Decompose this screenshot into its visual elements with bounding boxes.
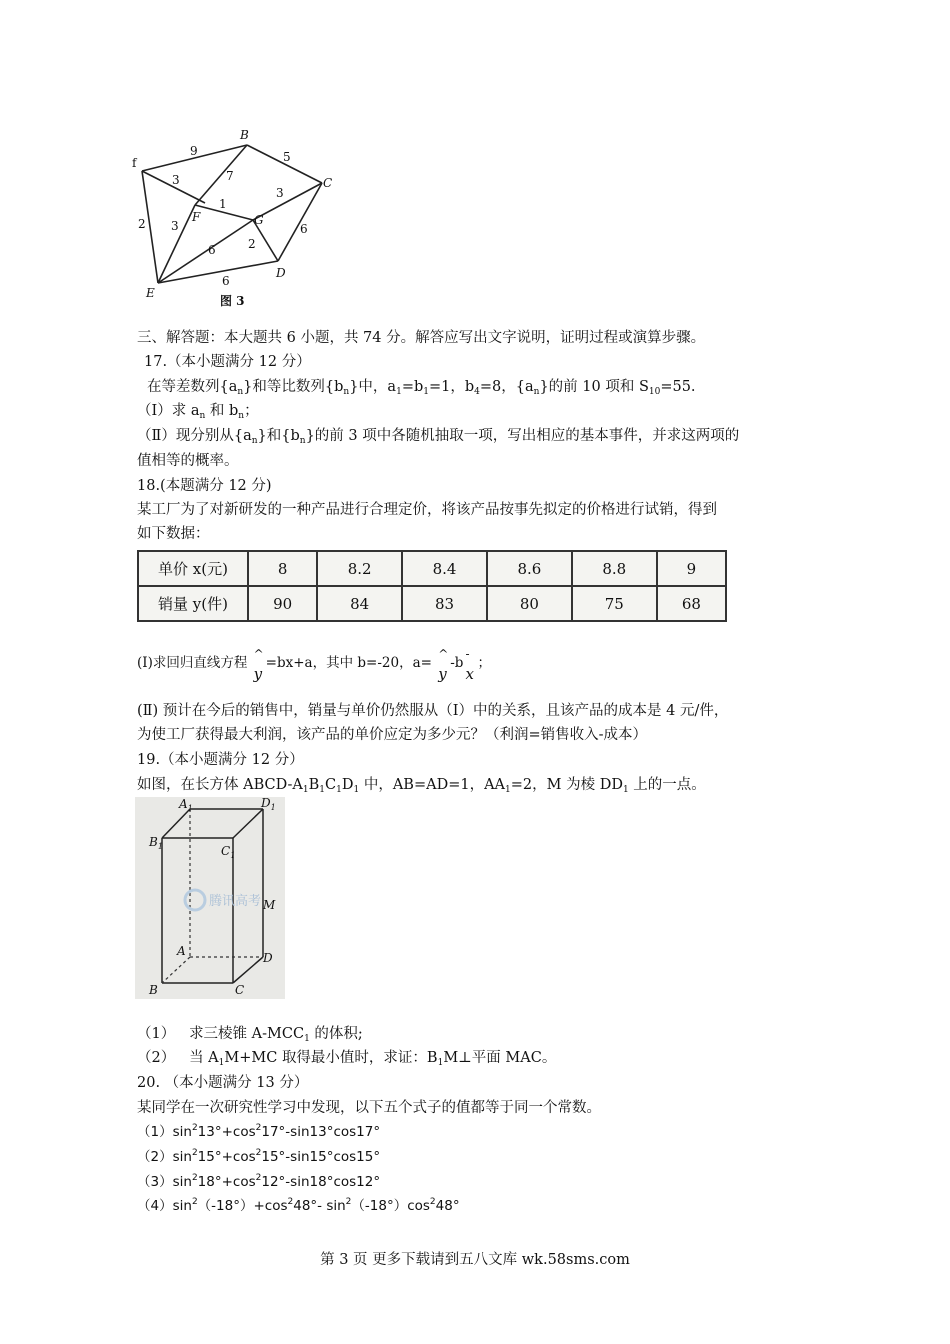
q18-stem-1: 某工厂为了对新研发的一种产品进行合理定价，将该产品按事先拟定的价格进行试销，得到	[137, 502, 717, 518]
q20-stem: 某同学在一次研究性学习中发现，以下五个式子的值都等于同一个常数。	[137, 1100, 601, 1116]
weight-BC: 5	[283, 150, 291, 164]
weight-AE: 2	[138, 217, 146, 231]
q20-item-3: $(3)\sin^218^\circ+\cos^212^\circ-\sin 18^\circ\cos 12^\circ$	[137, 1173, 381, 1190]
q20-item-4: $(4)\sin^2(-18^\circ)+\cos^248^\circ-$ $\sin^2(-18^\circ)\cos^248^\circ$	[137, 1197, 460, 1214]
q19-part1: （1） 求三棱锥 $A-MCC_1$ 的体积;	[137, 1026, 363, 1044]
table-cell: 8.4	[402, 551, 487, 586]
table-cell: 84	[317, 586, 402, 621]
figure-3-caption: 图 3	[220, 294, 245, 308]
vertex-D: D	[276, 266, 286, 280]
q18-price-sales-table	[137, 550, 727, 622]
table-cell: 75	[572, 586, 657, 621]
table-cell: 83	[402, 586, 487, 621]
q18-stem-2: 如下数据：	[137, 526, 210, 542]
table-row-label-sales: 销量 y(件)	[138, 586, 248, 621]
page-footer: 第 3 页 更多下载请到五八文库 wk.58sms.com	[320, 1252, 630, 1268]
table-row-label-price: 单价 x(元)	[138, 551, 248, 586]
weight-BF: 7	[226, 169, 234, 183]
table-row	[138, 551, 726, 586]
q17-part1: （Ⅰ）求 $a_n$ 和 $b_n$；	[137, 403, 259, 421]
weight-GC: 3	[276, 186, 284, 200]
table-cell: 80	[487, 586, 572, 621]
table-cell: 8	[248, 551, 317, 586]
label-M: M	[263, 898, 276, 912]
table-cell: 9	[657, 551, 726, 586]
q19-title: 19.（本小题满分 12 分）	[137, 752, 304, 768]
table-cell: 8.6	[487, 551, 572, 586]
label-C: C	[235, 983, 245, 997]
edge-BF	[195, 145, 247, 205]
table-cell: 68	[657, 586, 726, 621]
q19-part2: （2） 当 $A_1M+MC$ 取得最小值时，求证：$B_1M\perp$平面 MAC。	[137, 1050, 557, 1068]
x-bar: - x	[465, 647, 474, 683]
q20-title: 20. （本小题满分 13 分）	[137, 1075, 309, 1091]
vertex-E: E	[146, 286, 155, 300]
table-cell: 8.2	[317, 551, 402, 586]
weight-EG: 6	[208, 243, 216, 257]
label-A1: $A_1$	[179, 797, 193, 813]
weight-GD: 2	[248, 237, 256, 251]
weight-AB: 9	[190, 144, 198, 158]
y-bar: ^ y	[438, 647, 449, 683]
cuboid-figure	[135, 797, 285, 999]
q20-item-2: $(2)\sin^215^\circ+\cos^215^\circ-\sin 15^\circ\cos 15^\circ$	[137, 1148, 381, 1165]
vertex-A: f	[132, 156, 137, 170]
q18-part2-2: 为使工厂获得最大利润，该产品的单价应定为多少元？（利润=销售收入-成本）	[137, 727, 648, 743]
weight-FE: 3	[171, 219, 179, 233]
section-3-heading: 三、解答题：本大题共 6 小题，共 74 分。解答应写出文字说明，证明过程或演算步骤。	[137, 330, 706, 346]
label-D1: $D_1$	[261, 797, 276, 812]
q19-stem: 如图，在长方体 ABCD-$A_1B_1C_1D_1$ 中，AB=AD=1，$AA_1=2$，M 为棱 $DD_1$ 上的一点。	[137, 777, 706, 795]
y-hat: ^ y	[253, 647, 264, 683]
label-A: A	[177, 944, 186, 958]
q17-stem: 在等差数列$\{a_n\}$和等比数列$\{b_n\}$中，$a_1=b_1=1$，$b_4=8$，$\{a_n\}$的前 10 项和 $S_{10}=55$.	[147, 379, 696, 397]
label-C1: $C_1$	[221, 844, 236, 860]
q17-part2-cont: 值相等的概率。	[137, 453, 239, 469]
table-cell: 8.8	[572, 551, 657, 586]
figure-3-graph	[130, 125, 335, 310]
q17-part2: （Ⅱ）现分别从$\{a_n\}$和$\{b_n\}$的前 3 项中各随机抽取一项，写出相应的基本事件，并求这两项的	[137, 428, 740, 446]
q20-item-1: $(1)\sin^213^\circ+\cos^217^\circ-\sin 13^\circ\cos 17^\circ$	[137, 1123, 381, 1140]
q17-title: 17.（本小题满分 12 分）	[144, 354, 311, 370]
vertex-G: G	[254, 213, 264, 227]
table-cell: 90	[248, 586, 317, 621]
label-B1: $B_1$	[149, 835, 163, 851]
q18-part2-1: (Ⅱ) 预计在今后的销售中，销量与单价仍然服从（Ⅰ）中的关系，且该产品的成本是 4 元/件，	[137, 703, 729, 719]
watermark-text: 腾讯高考	[209, 894, 262, 909]
vertex-B: B	[240, 128, 249, 142]
vertex-C: C	[323, 176, 333, 190]
weight-ED: 6	[222, 274, 230, 288]
label-D: D	[263, 951, 273, 965]
q18-title: 18.(本题满分 12 分)	[137, 478, 272, 494]
table-row	[138, 586, 726, 621]
weight-FG: 1	[219, 197, 227, 211]
vertex-F: F	[192, 210, 201, 224]
weight-AF: 3	[172, 173, 180, 187]
weight-CD: 6	[300, 222, 308, 236]
q18-part1: (Ⅰ)求回归直线方程 ^ y =bx+a，其中 b=-20，a= ^ y -b - x ；	[137, 647, 491, 683]
label-B: B	[149, 983, 158, 997]
